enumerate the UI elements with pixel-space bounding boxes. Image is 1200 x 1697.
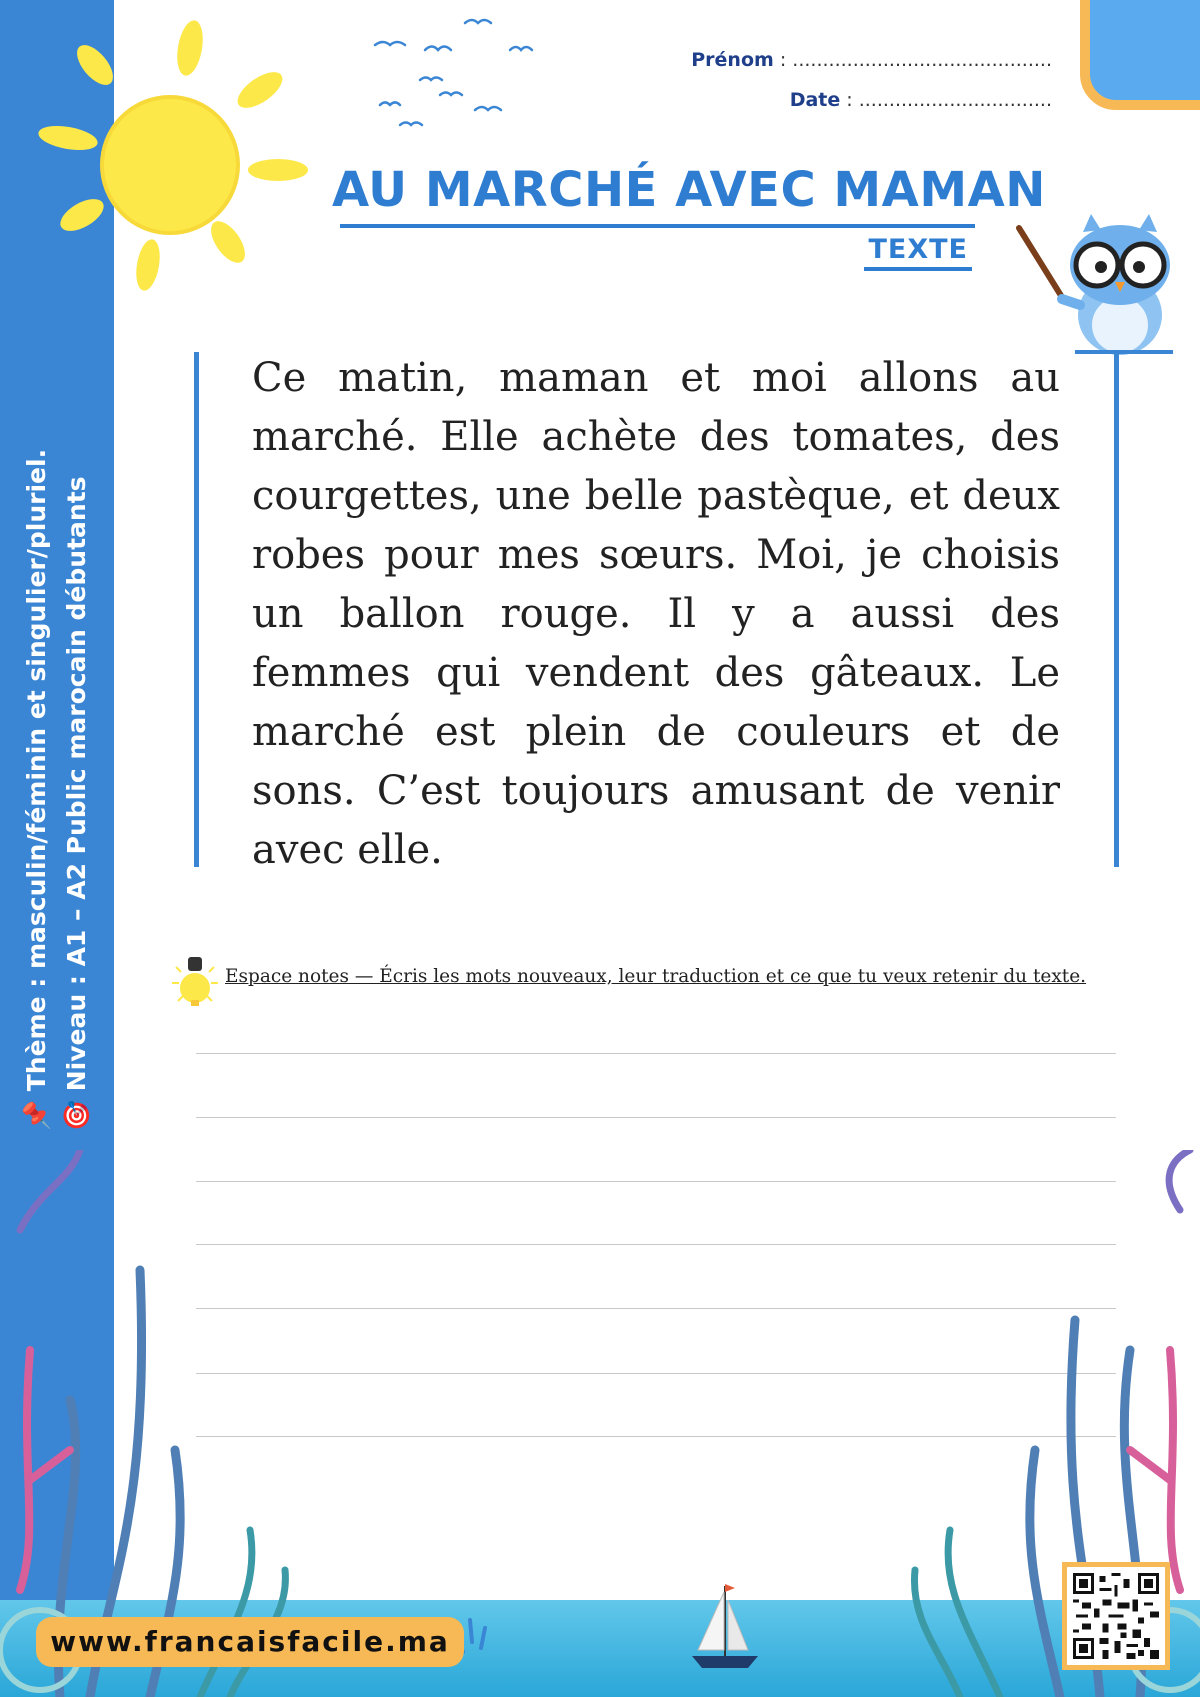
note-line[interactable] [196,1053,1116,1054]
lightbulb-icon [170,955,220,1015]
coral-decoration [0,1150,1200,1697]
reading-text: Ce matin, maman et moi allons au marché. Elle achète des tomates, des courgettes, une belle pastèque, et deux robes pour mes sœurs. Moi, je choisis un ballon rouge. Il y a aussi des femmes qui vendent des gâteaux. Le marché est plein de couleurs et de sons. C’est toujours amusant de venir avec elle. [252,355,1060,873]
website-badge[interactable]: www.francaisfacile.ma [36,1617,464,1667]
sun-icon [20,10,320,300]
text-frame-left [194,352,199,867]
owl-teacher-icon [1015,210,1175,360]
date-row[interactable] [691,84,1052,124]
section-subtitle: TEXTE [864,234,972,271]
qr-code [1062,1562,1170,1670]
note-line[interactable] [196,1117,1116,1118]
qr-pattern [1073,1573,1159,1659]
level-line: 🎯 Niveau : A1 – A2 Public marocain débutants [62,476,91,1132]
birds-icon [370,15,590,145]
date-label: Date [789,89,841,111]
notes-label: Espace notes — Écris les mots nouveaux, leur traduction et ce que tu veux retenir du texte. [225,966,1087,987]
sidebar-text [17,449,97,1131]
student-fields [691,44,1052,124]
sailboat-icon [680,1578,770,1673]
date-dots: : ................................ [840,89,1052,111]
title-underline [340,224,975,228]
corner-decoration [1080,0,1200,110]
page-title: AU MARCHÉ AVEC MAMAN [332,162,1046,218]
prenom-dots: : ........................................... [773,49,1052,71]
theme-line: 📌 Thème : masculin/féminin et singulier/pluriel. [22,448,51,1132]
prenom-row[interactable] [691,44,1052,84]
prenom-label: Prénom [691,49,774,71]
text-frame-right [1114,352,1119,867]
